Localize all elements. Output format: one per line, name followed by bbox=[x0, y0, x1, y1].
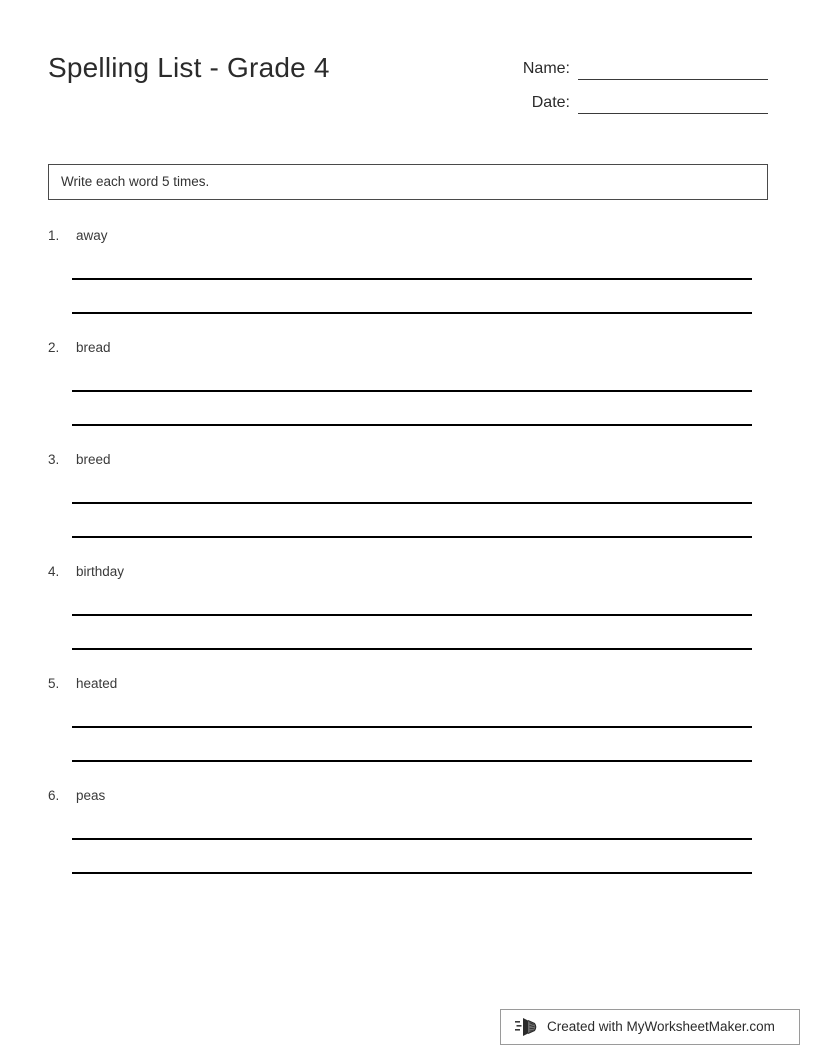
instructions-box bbox=[48, 164, 768, 200]
worksheet-header bbox=[0, 0, 816, 140]
word-text: bread bbox=[76, 340, 111, 355]
word-number: 3. bbox=[48, 452, 60, 467]
list-item bbox=[0, 786, 816, 898]
writing-line[interactable] bbox=[72, 872, 752, 874]
writing-line[interactable] bbox=[72, 536, 752, 538]
list-item bbox=[0, 450, 816, 562]
word-text: breed bbox=[76, 452, 111, 467]
list-item bbox=[0, 338, 816, 450]
word-heading bbox=[48, 338, 111, 358]
list-item bbox=[0, 226, 816, 338]
word-number: 1. bbox=[48, 228, 60, 243]
instructions-text: Write each word 5 times. bbox=[61, 174, 210, 189]
writing-line[interactable] bbox=[72, 726, 752, 728]
word-heading bbox=[48, 562, 124, 582]
date-input-line[interactable] bbox=[578, 91, 768, 114]
name-input-line[interactable] bbox=[578, 57, 768, 80]
writing-line[interactable] bbox=[72, 424, 752, 426]
word-heading bbox=[48, 450, 111, 470]
list-item bbox=[0, 562, 816, 674]
word-text: peas bbox=[76, 788, 106, 803]
student-info-fields bbox=[496, 46, 768, 114]
date-label: Date: bbox=[531, 94, 570, 111]
writing-line[interactable] bbox=[72, 278, 752, 280]
writing-line[interactable] bbox=[72, 312, 752, 314]
word-number: 5. bbox=[48, 676, 60, 691]
date-field-row bbox=[496, 80, 768, 114]
word-number: 6. bbox=[48, 788, 60, 803]
footer-attribution-badge[interactable] bbox=[500, 1009, 800, 1045]
writing-line[interactable] bbox=[72, 648, 752, 650]
footer-attribution-text: Created with MyWorksheetMaker.com bbox=[547, 1019, 775, 1034]
page-title: Spelling List - Grade 4 bbox=[48, 52, 330, 83]
writing-line[interactable] bbox=[72, 502, 752, 504]
list-item bbox=[0, 674, 816, 786]
writing-line[interactable] bbox=[72, 390, 752, 392]
word-heading bbox=[48, 786, 105, 806]
word-text: away bbox=[76, 228, 108, 243]
word-list bbox=[0, 226, 816, 898]
writing-line[interactable] bbox=[72, 838, 752, 840]
word-text: birthday bbox=[76, 564, 125, 579]
word-heading bbox=[48, 226, 108, 246]
myworksheetmaker-logo-icon bbox=[515, 1016, 539, 1038]
writing-line[interactable] bbox=[72, 760, 752, 762]
word-number: 2. bbox=[48, 340, 60, 355]
word-text: heated bbox=[76, 676, 118, 691]
writing-line[interactable] bbox=[72, 614, 752, 616]
word-heading bbox=[48, 674, 117, 694]
name-label: Name: bbox=[522, 60, 570, 77]
name-field-row bbox=[496, 46, 768, 80]
word-number: 4. bbox=[48, 564, 60, 579]
